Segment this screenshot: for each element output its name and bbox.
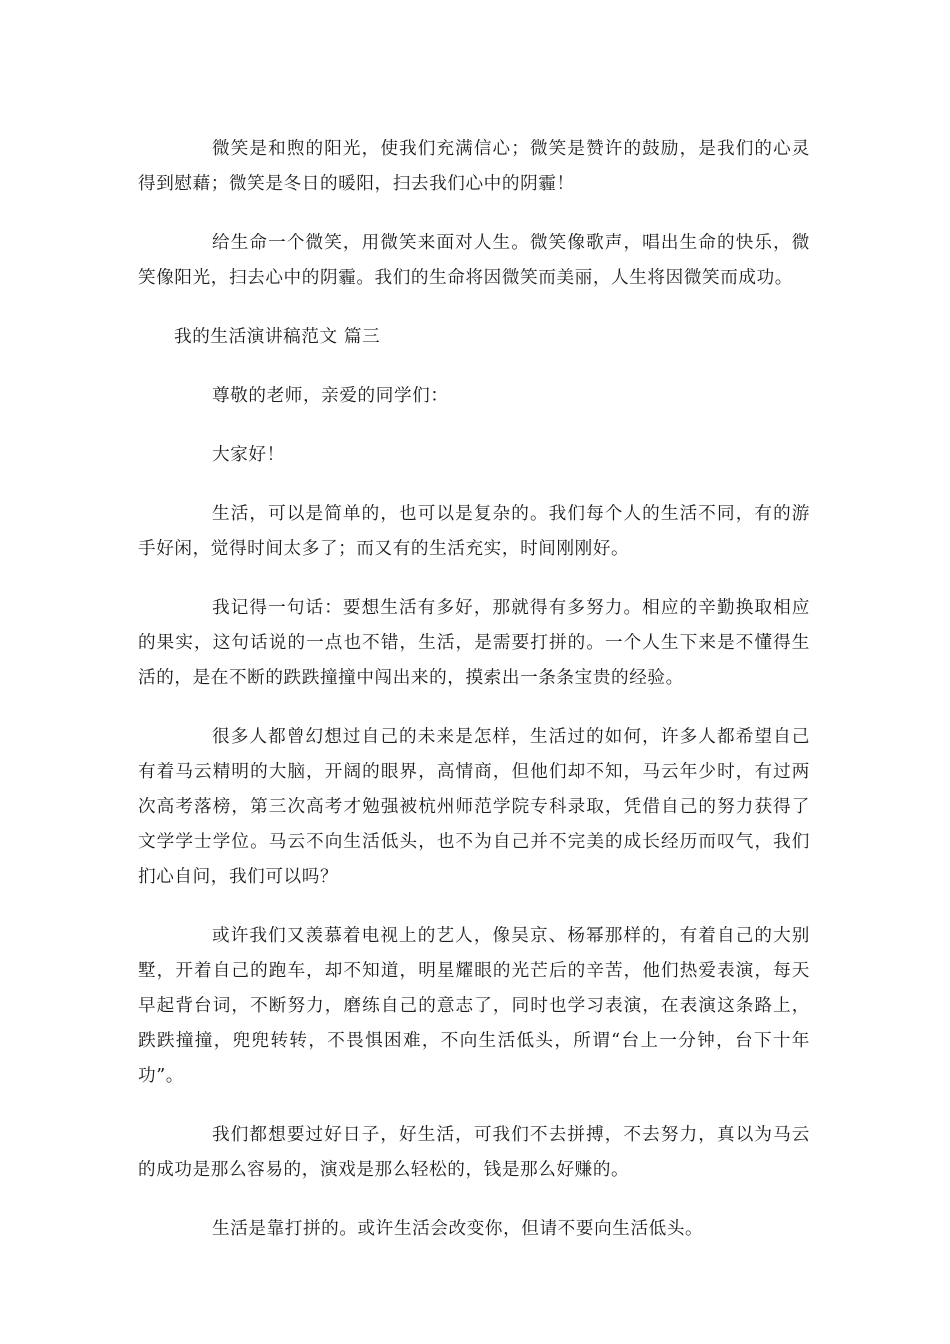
paragraph-conclusion: 生活是靠打拼的。或许生活会改变你，但请不要向生活低头。 (212, 1219, 704, 1239)
paragraph-artists: 或许我们又羡慕着电视上的艺人，像吴京、杨幂那样的，有着自己的大别墅，开着自己的跑车，却不知道，明星耀眼的光芒后的辛苦，他们热爱表演，每天早起背台词，不断努力，磨练自己的意志了，同时也学习表演，在表演这条路上，跌跌撞撞，兜兜转转，不畏惧困难，不向生活低头，所谓“台上一分钟，台下十年功”。 (138, 926, 810, 1086)
section-heading: 我的生活演讲稿范文 篇三 (174, 327, 381, 347)
paragraph-smile-sunshine: 微笑是和煦的阳光，使我们充满信心；微笑是赞许的鼓励，是我们的心灵得到慰藉；微笑是冬日的暖阳，扫去我们心中的阴霾！ (138, 139, 810, 194)
paragraph-good-life: 我们都想要过好日子，好生活，可我们不去拼搏，不去努力，真以为马云的成功是那么容易的，演戏是那么轻松的，钱是那么好赚的。 (138, 1125, 810, 1180)
document-body (138, 132, 810, 1271)
paragraph-greeting: 大家好！ (212, 445, 285, 465)
paragraph-smile-life: 给生命一个微笑，用微笑来面对人生。微笑像歌声，唱出生命的快乐，微笑像阳光，扫去心中的阴霾。我们的生命将因微笑而美丽，人生将因微笑而成功。 (138, 233, 810, 288)
paragraph-effort: 我记得一句话：要想生活有多好，那就得有多努力。相应的辛勤换取相应的果实，这句话说的一点也不错，生活，是需要打拼的。一个人生下来是不懂得生活的，是在不断的跌跌撞撞中闯出来的，摸索出一条条宝贵的经验。 (138, 598, 810, 688)
paragraph-jack-ma: 很多人都曾幻想过自己的未来是怎样，生活过的如何，许多人都希望自己有着马云精明的大脑，开阔的眼界，高情商，但他们却不知，马云年少时，有过两次高考落榜，第三次高考才勉强被杭州师范学院专科录取，凭借自己的努力获得了文学学士学位。马云不向生活低头，也不为自己并不完美的成长经历而叹气，我们扪心自问，我们可以吗？ (138, 727, 810, 887)
paragraph-life-simple: 生活，可以是简单的，也可以是复杂的。我们每个人的生活不同，有的游手好闲，觉得时间太多了；而又有的生活充实，时间刚刚好。 (138, 504, 810, 559)
paragraph-salutation: 尊敬的老师，亲爱的同学们： (212, 386, 449, 406)
